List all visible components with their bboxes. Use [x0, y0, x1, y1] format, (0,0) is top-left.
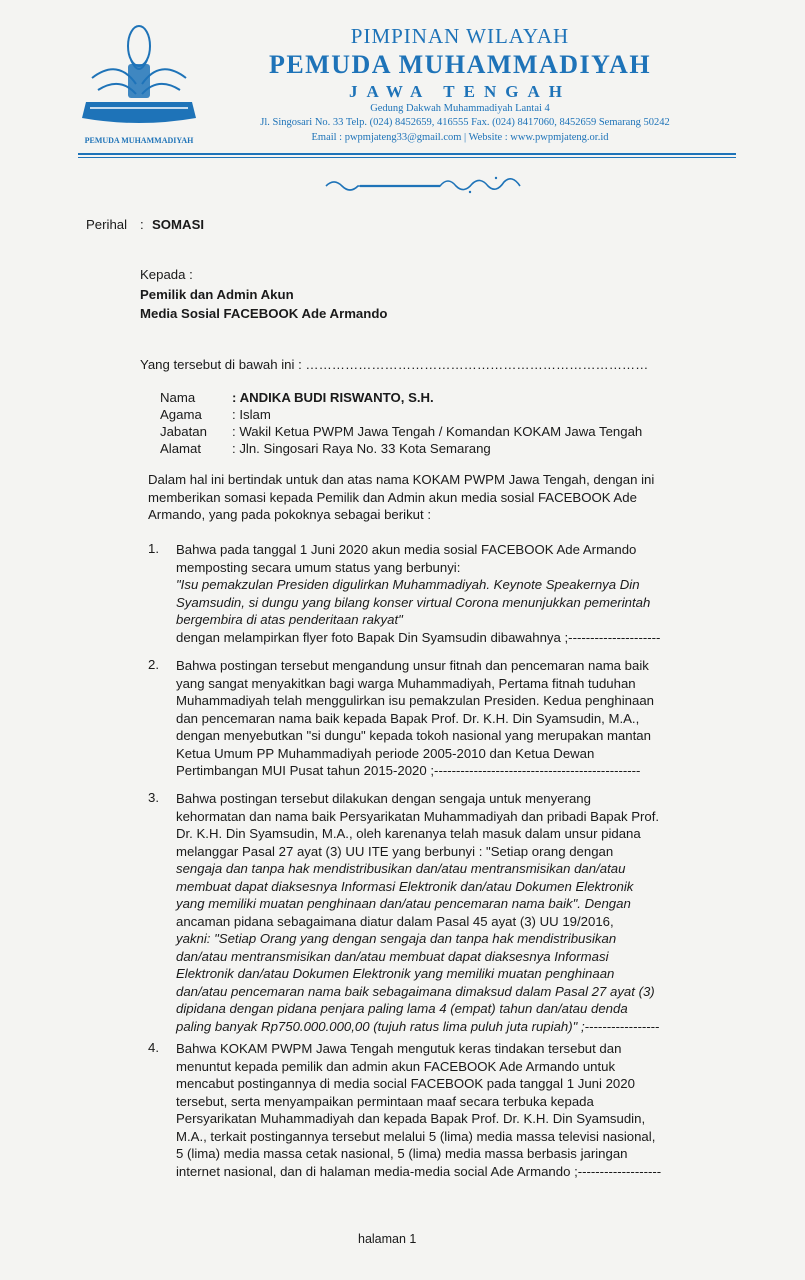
page-number: halaman 1 — [358, 1232, 417, 1246]
point-line: melanggar Pasal 27 ayat (3) UU ITE yang berbunyi : "Setiap orang dengan — [176, 843, 614, 859]
opening-line: Armando, yang pada pokoknya sebagai berikut : — [148, 507, 431, 522]
point-line: dengan menyebutkan "si dungu" kepada tokoh nasional yang merupakan mantan — [176, 728, 651, 743]
opening-paragraph — [148, 471, 713, 524]
opening-line: memberikan somasi kepada Pemilik dan Admin akun media sosial FACEBOOK Ade — [148, 489, 637, 505]
point-line: Bahwa KOKAM PWPM Jawa Tengah mengutuk keras tindakan tersebut dan — [176, 1041, 622, 1056]
letterhead-org-name: PEMUDA MUHAMMADIYAH — [268, 50, 652, 79]
point-line: Bahwa postingan tersebut mengandung unsur fitnah dan pencemaran nama baik — [176, 658, 649, 673]
point-3-text — [176, 790, 713, 1035]
letterhead-rule-thick — [78, 153, 736, 155]
letterhead-rule-thin — [78, 157, 736, 158]
perihal-label: Perihal — [86, 217, 128, 232]
point-line: Bahwa postingan tersebut dilakukan dengan sengaja untuk menyerang — [176, 791, 591, 806]
point-line: 5 (lima) media massa cetak nasional, 5 (lima) media massa berbasis jaringan — [176, 1146, 628, 1161]
point-line: mencabut postingannya di media social FACEBOOK pada tanggal 1 Juni 2020 — [176, 1076, 635, 1091]
quoted-law-line: yang memiliki muatan penghinaan dan/atau pencemaran nama baik". Dengan — [176, 896, 631, 911]
point-line: ancaman pidana sebagaimana diatur dalam Pasal 45 ayat (3) UU 19/2016, — [176, 913, 614, 929]
point-4-text — [176, 1040, 713, 1180]
perihal-separator: : — [140, 217, 144, 232]
point-line: internet nasional, dan di halaman media-media social Ade Armando ;------------------- — [176, 1163, 662, 1179]
point-line: M.A., terkait postingannya tersebut melalui 5 (lima) media massa televisi nasional, — [176, 1128, 656, 1144]
point-line: menuntut kepada pemilik dan admin akun FACEBOOK Ade Armando untuk — [176, 1058, 616, 1074]
point-number: 3. — [148, 790, 159, 805]
intro-line: Yang tersebut di bawah ini : …………………………………………………………………… — [140, 357, 649, 372]
organization-logo — [78, 18, 200, 150]
identity-label-nama: Nama — [160, 390, 196, 405]
identity-value-agama: : Islam — [232, 407, 271, 422]
point-line: Pertimbangan MUI Pusat tahun 2015-2020 ;----------------------------------------------- — [176, 763, 641, 778]
recipient-line-2: Media Sosial FACEBOOK Ade Armando — [140, 306, 388, 321]
identity-label-jabatan: Jabatan — [160, 424, 207, 439]
quoted-law-line: sengaja dan tanpa hak mendistribusikan dan/atau mentransmisikan dan/atau — [176, 861, 626, 876]
identity-value-nama: : ANDIKA BUDI RISWANTO, S.H. — [232, 390, 434, 405]
point-line: dan pencemaran nama baik kepada Bapak Prof. Dr. K.H. Din Syamsudin, M.A., — [176, 710, 640, 726]
point-line: Dr. K.H. Din Syamsudin, M.A., oleh karenanya telah masuk dalam unsur pidana — [176, 826, 641, 841]
basmalah-calligraphy — [320, 170, 530, 198]
quoted-law-line: dan/atau mentransmisikan dan/atau membuat dapat diaksesnya Informasi — [176, 948, 609, 964]
point-number: 4. — [148, 1040, 159, 1055]
quoted-law-line: Elektronik dan/atau Dokumen Elektronik yang memiliki muatan penghinaan — [176, 966, 615, 981]
point-2-text — [176, 657, 713, 780]
point-1-text — [176, 541, 713, 646]
point-line: Muhammadiyah telah menggulirkan isu pemakzulan Presiden. Kedua penghinaan — [176, 693, 654, 708]
point-line: dengan melampirkan flyer foto Bapak Din Syamsudin dibawahnya ;--------------------- — [176, 629, 661, 645]
recipient-line-1: Pemilik dan Admin Akun — [140, 287, 294, 302]
letterhead-line-1: PIMPINAN WILAYAH — [350, 24, 570, 48]
letterhead-contact: Email : pwpmjateng33@gmail.com | Website : www.pwpmjateng.or.id — [311, 132, 609, 143]
point-line: yang sangat menyakitkan bagi warga Muhammadiyah, Pertama fitnah tuduhan — [176, 675, 636, 691]
logo-caption: PEMUDA MUHAMMADIYAH — [84, 136, 194, 145]
point-line: tersebut, serta menyampaikan permintaan maaf secara terbuka kepada — [176, 1093, 594, 1109]
quoted-law-line: yakni: "Setiap Orang yang dengan sengaja dan tanpa hak mendistribusikan — [176, 931, 617, 946]
letterhead-address: Jl. Singosari No. 33 Telp. (024) 8452659, 416555 Fax. (024) 8417060, 8452659 Semarang 50242 — [260, 117, 670, 128]
point-number: 2. — [148, 657, 159, 672]
quoted-status-line: bergembira di atas penderitaan rakyat" — [176, 612, 403, 627]
identity-value-alamat: : Jln. Singosari Raya No. 33 Kota Semarang — [232, 441, 491, 456]
letterhead-building: Gedung Dakwah Muhammadiyah Lantai 4 — [370, 103, 550, 114]
point-line: Persyarikatan Muhammadiyah dan kepada Bapak Prof. Dr. K.H. Din Syamsudin, — [176, 1111, 646, 1126]
perihal-value: SOMASI — [152, 217, 205, 232]
quoted-law-line: dipidana dengan pidana penjara paling lama 4 (empat) tahun dan/atau denda — [176, 1001, 628, 1016]
point-number: 1. — [148, 541, 159, 556]
quoted-law-line: dan/atau pencemaran nama baik sebagaimana dimaksud dalam Pasal 27 ayat (3) — [176, 983, 655, 999]
identity-label-agama: Agama — [160, 407, 202, 422]
quoted-status-line: "Isu pemakzulan Presiden digulirkan Muhammadiyah. Keynote Speakernya Din — [176, 577, 640, 592]
quoted-status-line: Syamsudin, si dungu yang bilang konser virtual Corona menunjukkan pemerintah — [176, 594, 651, 610]
identity-value-jabatan: : Wakil Ketua PWPM Jawa Tengah / Komandan KOKAM Jawa Tengah — [232, 424, 643, 439]
point-line: memposting secara umum status yang berbunyi: — [176, 559, 461, 575]
point-line: kehormatan dan nama baik Persyarikatan Muhammadiyah dan pribadi Bapak Prof. — [176, 808, 660, 824]
quoted-law-line: membuat dapat diaksesnya Informasi Elektronik dan/atau Dokumen Elektronik — [176, 878, 634, 894]
kepada-label: Kepada : — [140, 267, 193, 282]
letterhead-region: JAWA TENGAH — [349, 82, 571, 101]
quoted-law-line: paling banyak Rp750.000.000,00 (tujuh ratus lima puluh juta rupiah)" ;----------------- — [176, 1018, 660, 1034]
opening-line: Dalam hal ini bertindak untuk dan atas nama KOKAM PWPM Jawa Tengah, dengan ini — [148, 472, 655, 487]
point-line: Bahwa pada tanggal 1 Juni 2020 akun media sosial FACEBOOK Ade Armando — [176, 542, 637, 557]
identity-label-alamat: Alamat — [160, 441, 202, 456]
point-line: Ketua Umum PP Muhammadiyah periode 2005-2010 dan Ketua Dewan — [176, 745, 595, 761]
